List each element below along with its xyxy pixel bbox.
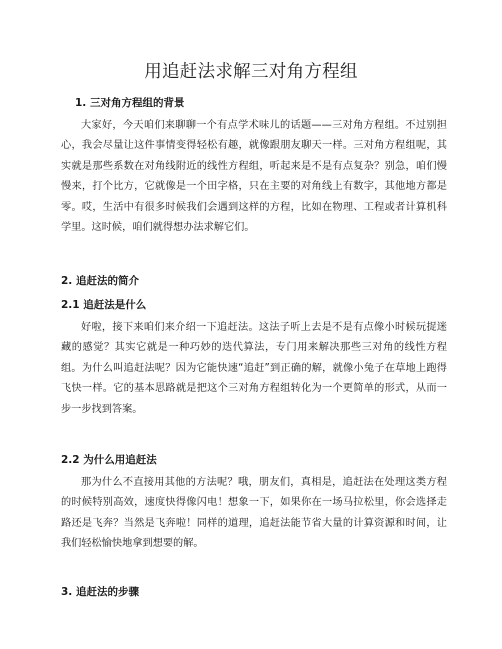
- subsection-2-1-paragraph: 好啦，接下来咱们来介绍一下追赶法。这法子听上去是不是有点像小时候玩捉迷藏的感觉？其实它就是一种巧妙的迭代算法，专门用来解决那些三对角的线性方程组。为什么叫追赶法呢？因为它能快速“追赶”到正确的解，就像小兔子在草地上跑得飞快一样。它的基本思路就是把这个三对角方程组转化为一个更简单的形式，从而一步一步找到答案。: [61, 322, 447, 415]
- document-title: 用追赶法求解三对角方程组: [144, 62, 358, 82]
- section-heading-1: 1. 三对角方程组的背景: [75, 97, 185, 109]
- subsection-heading-2-1: 2.1 追赶法是什么: [61, 299, 147, 311]
- subsection-heading-2-2: 2.2 为什么用追赶法: [61, 454, 157, 466]
- section-1-paragraph: 大家好，今天咱们来聊聊一个有点学术味儿的话题——三对角方程组。不过别担心，我会尽量让这件事情变得轻松有趣，就像跟朋友聊天一样。三对角方程组呢，其实就是那些系数在对角线附近的线性方程组，听起来是不是有点复杂？别急，咱们慢慢来，打个比方，它就像是一个田字格，只在主要的对角线上有数字，其他地方都是零。哎，生活中有很多时候我们会遇到这样的方程，比如在物理、工程或者计算机科学里。这时候，咱们就得想办法求解它们。: [61, 120, 447, 234]
- section-heading-3: 3. 追赶法的步骤: [61, 586, 139, 598]
- section-heading-2: 2. 追赶法的简介: [61, 275, 139, 287]
- subsection-2-2-paragraph: 那为什么不直接用其他的方法呢？哦，朋友们，真相是，追赶法在处理这类方程的时候特别高效，速度快得像闪电！想象一下，如果你在一场马拉松里，你会选择走路还是飞奔？当然是飞奔啦！同样的道理，追赶法能节省大量的计算资源和时间，让我们轻松愉快地拿到想要的解。: [61, 477, 447, 550]
